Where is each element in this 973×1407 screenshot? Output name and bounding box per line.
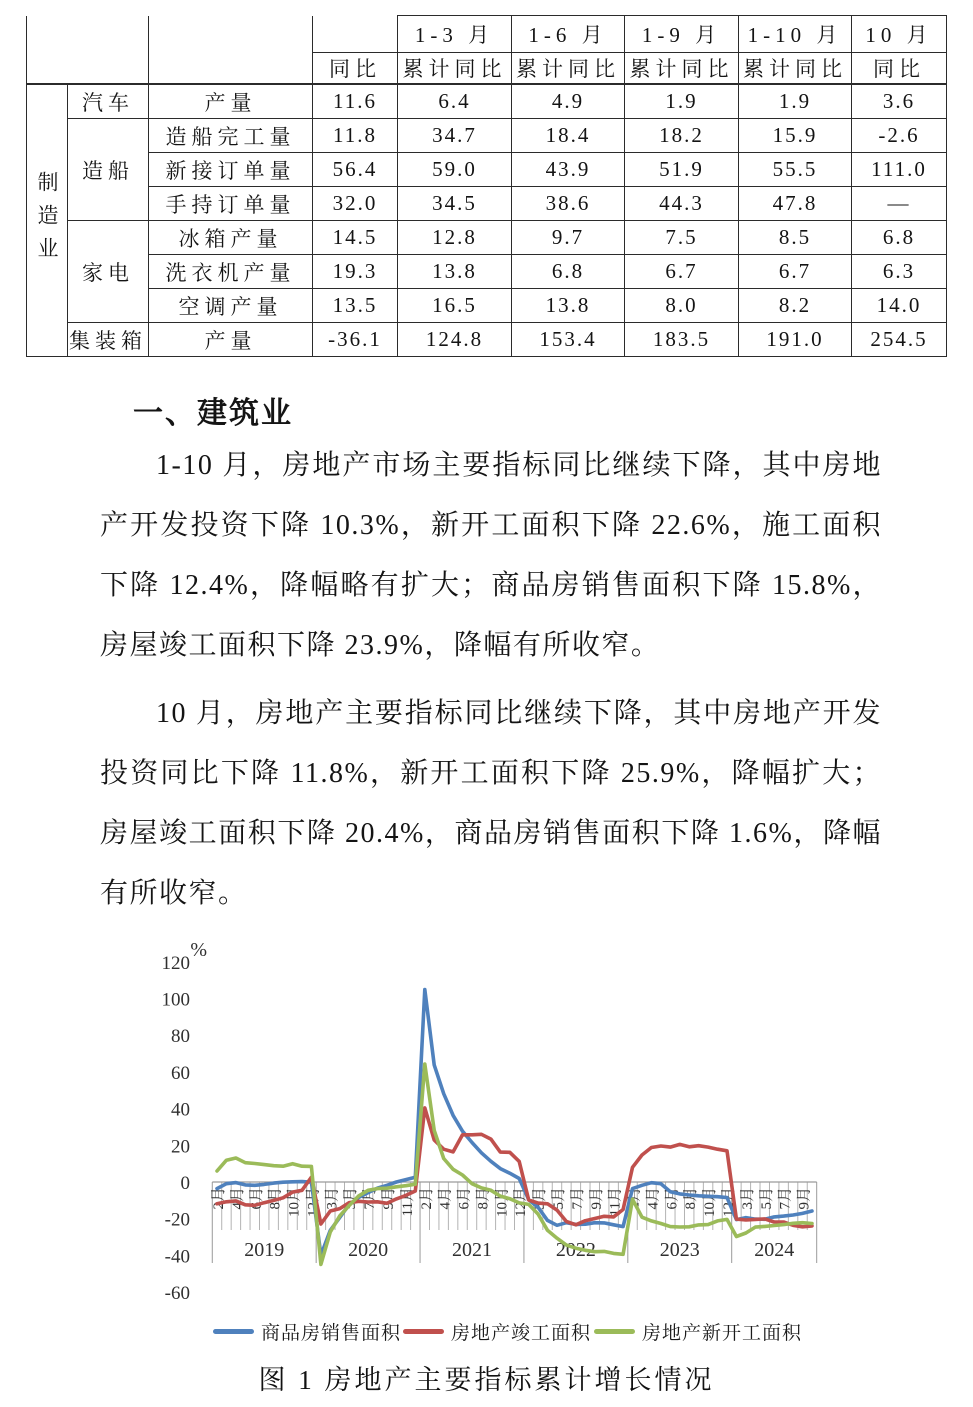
value-cell: 1.9: [625, 84, 739, 119]
value-cell: 6.8: [852, 221, 947, 255]
header-metric-cell: 累计同比: [739, 53, 852, 85]
header-metric-cell: 同比: [852, 53, 947, 85]
value-cell: 11.6: [313, 84, 398, 119]
value-cell: -36.1: [313, 323, 398, 357]
x-axis-month-label: 7月: [362, 1187, 379, 1210]
x-axis-month-label: 4月: [229, 1187, 246, 1210]
x-axis-month-label: 5月: [758, 1187, 775, 1210]
x-axis-month-label: 12月: [720, 1187, 737, 1218]
x-axis-month-label: 4月: [645, 1187, 662, 1210]
header-metric-cell: 累计同比: [398, 53, 512, 85]
table-row: [27, 323, 947, 357]
x-axis-month-label: 6月: [664, 1187, 681, 1210]
table-row: [27, 221, 947, 255]
value-cell: 254.5: [852, 323, 947, 357]
legend-label: 房地产竣工面积: [451, 1322, 592, 1344]
legend-line-swatch: [594, 1329, 635, 1334]
value-cell: 43.9: [512, 153, 625, 187]
value-cell: 111.0: [852, 153, 947, 187]
value-cell: 3.6: [852, 84, 947, 119]
y-axis-tick-label: 40: [171, 1099, 190, 1121]
value-cell: 56.4: [313, 153, 398, 187]
indicator-label-cell: 新接订单量: [149, 153, 313, 187]
x-axis-month-label: 5月: [343, 1187, 360, 1210]
x-axis-year-label: 2019: [244, 1239, 285, 1261]
table-row: [27, 84, 947, 119]
value-cell: 1.9: [739, 84, 852, 119]
table-body: [27, 84, 947, 357]
value-cell: 32.0: [313, 187, 398, 221]
table-header-row-periods: [27, 16, 947, 53]
value-cell: 6.8: [512, 255, 625, 289]
table-row: [27, 187, 947, 221]
x-axis-month-label: 10月: [494, 1187, 511, 1218]
value-cell: 11.8: [313, 119, 398, 153]
table-row: [27, 119, 947, 153]
value-cell: 13.8: [512, 289, 625, 323]
x-axis-month-label: 3月: [532, 1187, 549, 1210]
y-axis-tick-label: 60: [171, 1062, 190, 1084]
x-axis-month-label: 9月: [796, 1187, 813, 1210]
y-axis-tick-label: 120: [161, 952, 190, 974]
x-axis-month-label: 6月: [248, 1187, 265, 1210]
x-axis-month-label: 6月: [456, 1187, 473, 1210]
indicator-label-cell: 产量: [149, 84, 313, 119]
table-row: [27, 153, 947, 187]
header-period-cell: 1-10 月: [739, 16, 852, 53]
indicator-label-cell: 手持订单量: [149, 187, 313, 221]
value-cell: 8.0: [625, 289, 739, 323]
legend-item: [213, 1318, 401, 1344]
x-axis-month-label: 8月: [475, 1187, 492, 1210]
growth-chart: [0, 930, 973, 1325]
indicator-label-cell: 产量: [149, 323, 313, 357]
x-axis-month-label: 7月: [569, 1187, 586, 1210]
x-axis-month-label: 3月: [739, 1187, 756, 1210]
y-axis-tick-label: -20: [164, 1209, 190, 1231]
x-axis-year-label: 2021: [451, 1239, 492, 1261]
value-cell: 8.5: [739, 221, 852, 255]
chart-legend: [0, 1318, 973, 1348]
group-label-cell: 汽车: [68, 84, 149, 119]
value-cell: 19.3: [313, 255, 398, 289]
value-cell: 55.5: [739, 153, 852, 187]
x-axis-month-label: 10月: [702, 1187, 719, 1218]
value-cell: 13.5: [313, 289, 398, 323]
x-axis-year-label: 2024: [754, 1239, 795, 1261]
group-label-cell: 家电: [68, 221, 149, 323]
value-cell: -2.6: [852, 119, 947, 153]
x-axis-month-label: 7月: [777, 1187, 794, 1210]
legend-item: [594, 1318, 802, 1344]
value-cell: 18.2: [625, 119, 739, 153]
header-period-cell: 10 月: [852, 16, 947, 53]
value-cell: 34.5: [398, 187, 512, 221]
legend-line-swatch: [403, 1329, 444, 1334]
value-cell: 47.8: [739, 187, 852, 221]
group-label-cell: 集装箱: [68, 323, 149, 357]
value-cell: 153.4: [512, 323, 625, 357]
value-cell: 15.9: [739, 119, 852, 153]
value-cell: 18.4: [512, 119, 625, 153]
x-axis-month-label: 5月: [550, 1187, 567, 1210]
value-cell: 7.5: [625, 221, 739, 255]
y-axis-tick-label: 20: [171, 1136, 190, 1158]
x-axis-month-label: 2月: [418, 1187, 435, 1210]
value-cell: 38.6: [512, 187, 625, 221]
header-period-cell: [313, 16, 398, 53]
legend-line-swatch: [213, 1329, 254, 1334]
header-metric-cell: 同比: [313, 53, 398, 85]
value-cell: 6.7: [625, 255, 739, 289]
x-axis-month-label: 4月: [437, 1187, 454, 1210]
value-cell: 6.3: [852, 255, 947, 289]
manufacturing-indicators-table: [26, 15, 947, 357]
x-axis-month-label: 11月: [399, 1187, 416, 1217]
table-row: [27, 255, 947, 289]
value-cell: 8.2: [739, 289, 852, 323]
group-label-cell: 造船: [68, 119, 149, 221]
x-axis-month-label: 8月: [683, 1187, 700, 1210]
y-axis-tick-label: 0: [180, 1173, 190, 1194]
legend-item: [403, 1318, 591, 1344]
value-cell: 16.5: [398, 289, 512, 323]
x-axis-year-label: 2023: [659, 1239, 700, 1261]
x-axis-month-label: 11月: [607, 1187, 624, 1217]
value-cell: 124.8: [398, 323, 512, 357]
series-line: [217, 1064, 812, 1264]
header-indicator-cell: [149, 16, 313, 85]
header-metric-cell: 累计同比: [512, 53, 625, 85]
value-cell: 191.0: [739, 323, 852, 357]
indicator-label-cell: 空调产量: [149, 289, 313, 323]
x-axis-month-label: 9月: [380, 1187, 397, 1210]
chart-caption: 图 1 房地产主要指标累计增长情况: [258, 1365, 715, 1395]
table-row: [27, 289, 947, 323]
value-cell: 14.5: [313, 221, 398, 255]
x-axis-month-label: 12月: [305, 1187, 322, 1218]
x-axis-month-label: 2月: [211, 1187, 227, 1210]
indicator-label-cell: 洗衣机产量: [149, 255, 313, 289]
legend-label: 房地产新开工面积: [642, 1322, 803, 1344]
y-axis-tick-label: -40: [164, 1246, 190, 1268]
legend-label: 商品房销售面积: [261, 1322, 402, 1344]
indicator-label-cell: 冰箱产量: [149, 221, 313, 255]
value-cell: 12.8: [398, 221, 512, 255]
section-heading: 一、建筑业: [133, 397, 293, 430]
x-axis-month-label: 12月: [513, 1187, 530, 1218]
value-cell: 183.5: [625, 323, 739, 357]
value-cell: 9.7: [512, 221, 625, 255]
x-axis-month-label: 8月: [267, 1187, 284, 1210]
x-axis-year-label: 2020: [348, 1239, 389, 1261]
header-period-cell: 1-3 月: [398, 16, 512, 53]
paragraph-1-10-month: 1-10 月，房地产市场主要指标同比继续下降，其中房地产开发投资下降 10.3%，新开工面积下降 22.6%，施工面积下降 12.4%，降幅略有扩大；商品房销售面积下降 15.8%，房屋竣工面积下降 23.9%，降幅有所收窄。: [100, 450, 882, 661]
x-axis-month-label: 3月: [324, 1187, 341, 1210]
x-axis-month-label: 2月: [626, 1187, 643, 1210]
y-axis-tick-label: 100: [161, 989, 190, 1011]
growth-chart-canvas: [0, 930, 973, 1325]
value-cell: 13.8: [398, 255, 512, 289]
x-axis-year-label: 2022: [555, 1239, 596, 1261]
paragraph-10-month: 10 月，房地产主要指标同比继续下降，其中房地产开发投资同比下降 11.8%，新开工面积下降 25.9%，降幅扩大；房屋竣工面积下降 20.4%，商品房销售面积下降 1.6%，降幅有所收窄。: [100, 698, 882, 909]
value-cell: 34.7: [398, 119, 512, 153]
sector-label-cell: 制造业: [27, 84, 68, 357]
y-axis-unit-label: %: [190, 939, 207, 961]
y-axis-tick-label: 80: [171, 1026, 190, 1048]
value-cell: 51.9: [625, 153, 739, 187]
value-cell: 59.0: [398, 153, 512, 187]
value-cell: —: [852, 187, 947, 221]
value-cell: 6.4: [398, 84, 512, 119]
y-axis-tick-label: -60: [164, 1283, 190, 1305]
value-cell: 44.3: [625, 187, 739, 221]
value-cell: 6.7: [739, 255, 852, 289]
x-axis-month-label: 9月: [588, 1187, 605, 1210]
header-metric-cell: 累计同比: [625, 53, 739, 85]
header-corner-cell: [27, 16, 149, 85]
table-header: [27, 16, 947, 85]
value-cell: 14.0: [852, 289, 947, 323]
value-cell: 4.9: [512, 84, 625, 119]
header-period-cell: 1-6 月: [512, 16, 625, 53]
x-axis-month-label: 10月: [286, 1187, 303, 1218]
indicator-label-cell: 造船完工量: [149, 119, 313, 153]
header-period-cell: 1-9 月: [625, 16, 739, 53]
